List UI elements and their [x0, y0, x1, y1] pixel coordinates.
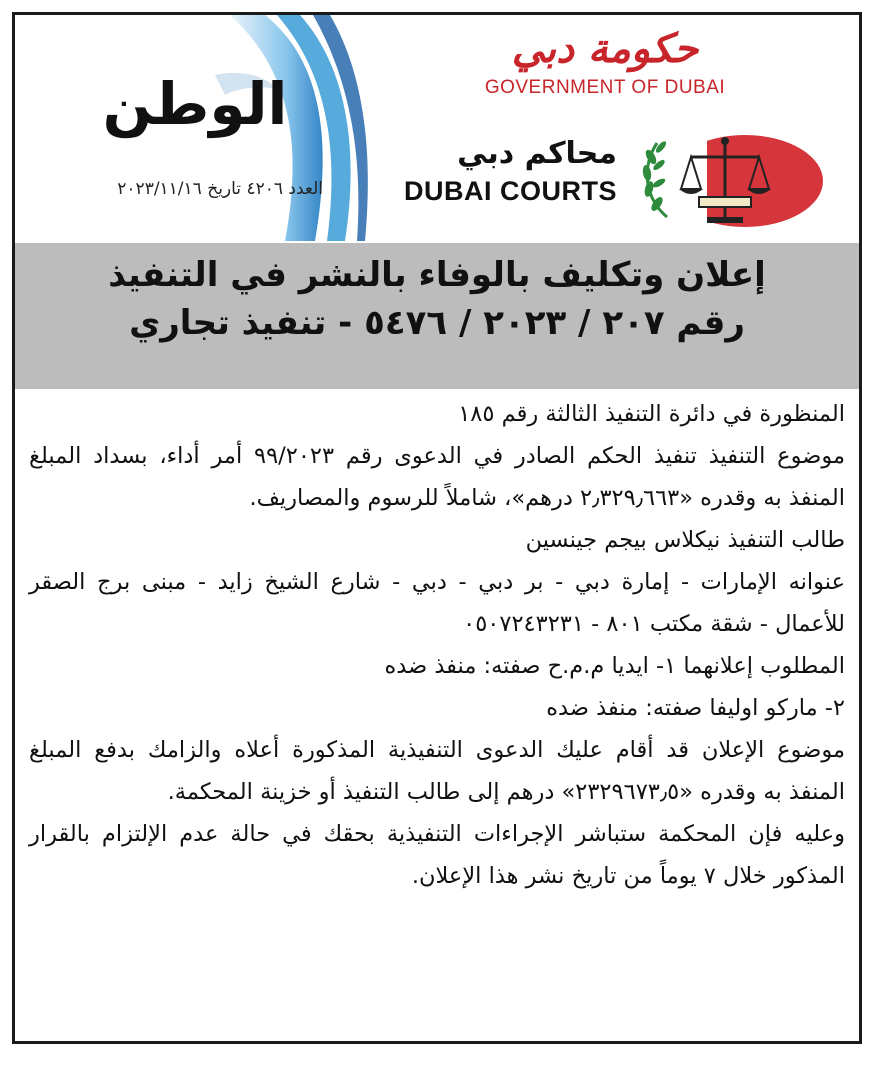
paragraph-respondent-2: ٢- ماركو اوليفا صفته: منفذ ضده — [546, 695, 845, 721]
paragraph-applicant-address: عنوانه الإمارات - إمارة دبي - بر دبي - دبي - شارع الشيخ زايد - مبنى برج الصقر للأعمال - شقة مكتب ٨٠١ - ٠٥٠٧٢٤٣٢٣١ — [29, 569, 845, 637]
paragraph-respondent-1: المطلوب إعلانهما ١- ايديا م.م.ح صفته: منفذ ضده — [384, 653, 845, 679]
government-of-dubai-logo — [455, 27, 755, 127]
announcement-frame — [12, 12, 862, 1044]
announcement-body — [15, 393, 859, 897]
paragraph-applicant: طالب التنفيذ نيكلاس بيجم جينسين — [525, 527, 845, 553]
issue-number-date: العدد ٤٢٠٦ تاريخ ٢٠٢٣/١١/١٦ — [117, 179, 323, 199]
paragraph-court-action: وعليه فإن المحكمة ستباشر الإجراءات التنفيذية بحقك في حالة عدم الإلتزام بالقرار المذكور خلال ٧ يوماً من تاريخ نشر هذا الإعلان. — [29, 821, 845, 889]
government-english-name: GOVERNMENT OF DUBAI — [484, 77, 726, 98]
dubai-courts-emblem-icon — [627, 127, 827, 235]
paragraph-execution-circuit: المنظورة في دائرة التنفيذ الثالثة رقم ١٨٥ — [458, 401, 845, 427]
newspaper-masthead — [15, 15, 375, 241]
dubai-courts-wordmark — [395, 137, 625, 227]
courts-arabic-name: محاكم دبي — [457, 136, 617, 171]
announcement-title-band — [15, 243, 859, 389]
newspaper-name: الوطن — [102, 70, 288, 138]
courts-english-name: DUBAI COURTS — [404, 176, 617, 206]
announcement-title: إعلان وتكليف بالوفاء بالنشر في التنفيذ — [108, 255, 766, 295]
paragraph-execution-subject: موضوع التنفيذ تنفيذ الحكم الصادر في الدعوى رقم ٩٩/٢٠٢٣ أمر أداء، بسداد المبلغ المنفذ به وقدره «٢٫٣٢٩٫٦٦٣ درهم»، شاملاً للرسوم والمصاريف. — [29, 443, 845, 511]
paragraph-notice-subject: موضوع الإعلان قد أقام عليك الدعوى التنفيذية المذكورة أعلاه والزامك بدفع المبلغ المنفذ به وقدره «٢٣٢٩٦٧٣٫٥» درهم إلى طالب التنفيذ أو خزينة المحكمة. — [29, 737, 845, 805]
government-arabic-name: حكومة دبي — [511, 25, 699, 72]
case-number-title: رقم ٢٠٧ / ٢٠٢٣ / ٥٤٧٦ - تنفيذ تجاري — [129, 303, 745, 344]
header — [15, 15, 859, 241]
